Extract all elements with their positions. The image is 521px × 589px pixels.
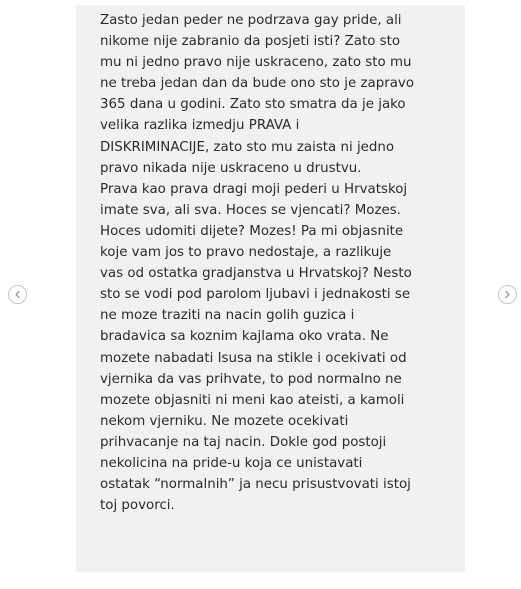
text-line: koje vam jos to pravo nedostaje, a razlikuje	[100, 245, 392, 261]
text-line: ne moze traziti na nacin golih guzica i	[100, 308, 355, 324]
chevron-right-icon	[503, 290, 512, 299]
text-line: pravo nikada nije uskraceno u drustvu.	[100, 160, 362, 176]
text-line: nekom vjerniku. Ne mozete ocekivati	[100, 413, 349, 429]
text-line: Hoces udomiti dijete? Mozes! Pa mi objasnite	[100, 223, 404, 239]
text-line: sto se vodi pod parolom ljubavi i jednakosti se	[100, 287, 411, 303]
text-line: vas od ostatka gradjanstva u Hrvatskoj? Nesto	[100, 266, 412, 282]
chevron-left-icon	[13, 290, 22, 299]
text-line: mu ni jedno pravo nije uskraceno, zato sto mu	[100, 55, 412, 71]
text-line: ne treba jedan dan da bude ono sto je zapravo	[100, 76, 415, 92]
text-line: 365 dana u godini. Zato sto smatra da je jako	[100, 97, 406, 113]
text-line: imate sva, ali sva. Hoces se vjencati? Mozes.	[100, 202, 401, 218]
text-line: prihvacanje na taj nacin. Dokle god postoji	[100, 434, 387, 450]
post-image	[76, 5, 465, 572]
text-line: mozete nabadati Isusa na stikle i ocekivati od	[100, 350, 407, 366]
text-line: mozete objasniti ni meni kao ateisti, a kamoli	[100, 392, 405, 408]
post-text	[100, 10, 448, 516]
text-line: bradavica sa koznim kajlama oko vrata. Ne	[100, 329, 389, 345]
text-line: Zasto jedan peder ne podrzava gay pride, ali	[100, 13, 402, 28]
text-line: toj povorci.	[100, 498, 175, 514]
text-line: ostatak “normalnih” ja necu prisustvovati istoj	[100, 477, 411, 493]
text-line: velika razlika izmedju PRAVA i	[100, 118, 300, 134]
next-slide-button[interactable]	[498, 285, 517, 304]
previous-slide-button[interactable]	[8, 285, 27, 304]
text-line: DISKRIMINACIJE, zato sto mu zaista ni jedno	[100, 139, 395, 155]
text-line: Prava kao prava dragi moji pederi u Hrvatskoj	[100, 181, 408, 197]
text-line: vjernika da vas prihvate, to pod normalno ne	[100, 371, 402, 387]
text-line: nekolicina na pride-u koja ce unistavati	[100, 455, 363, 471]
text-line: nikome nije zabranio da posjeti isti? Zato sto	[100, 34, 401, 50]
